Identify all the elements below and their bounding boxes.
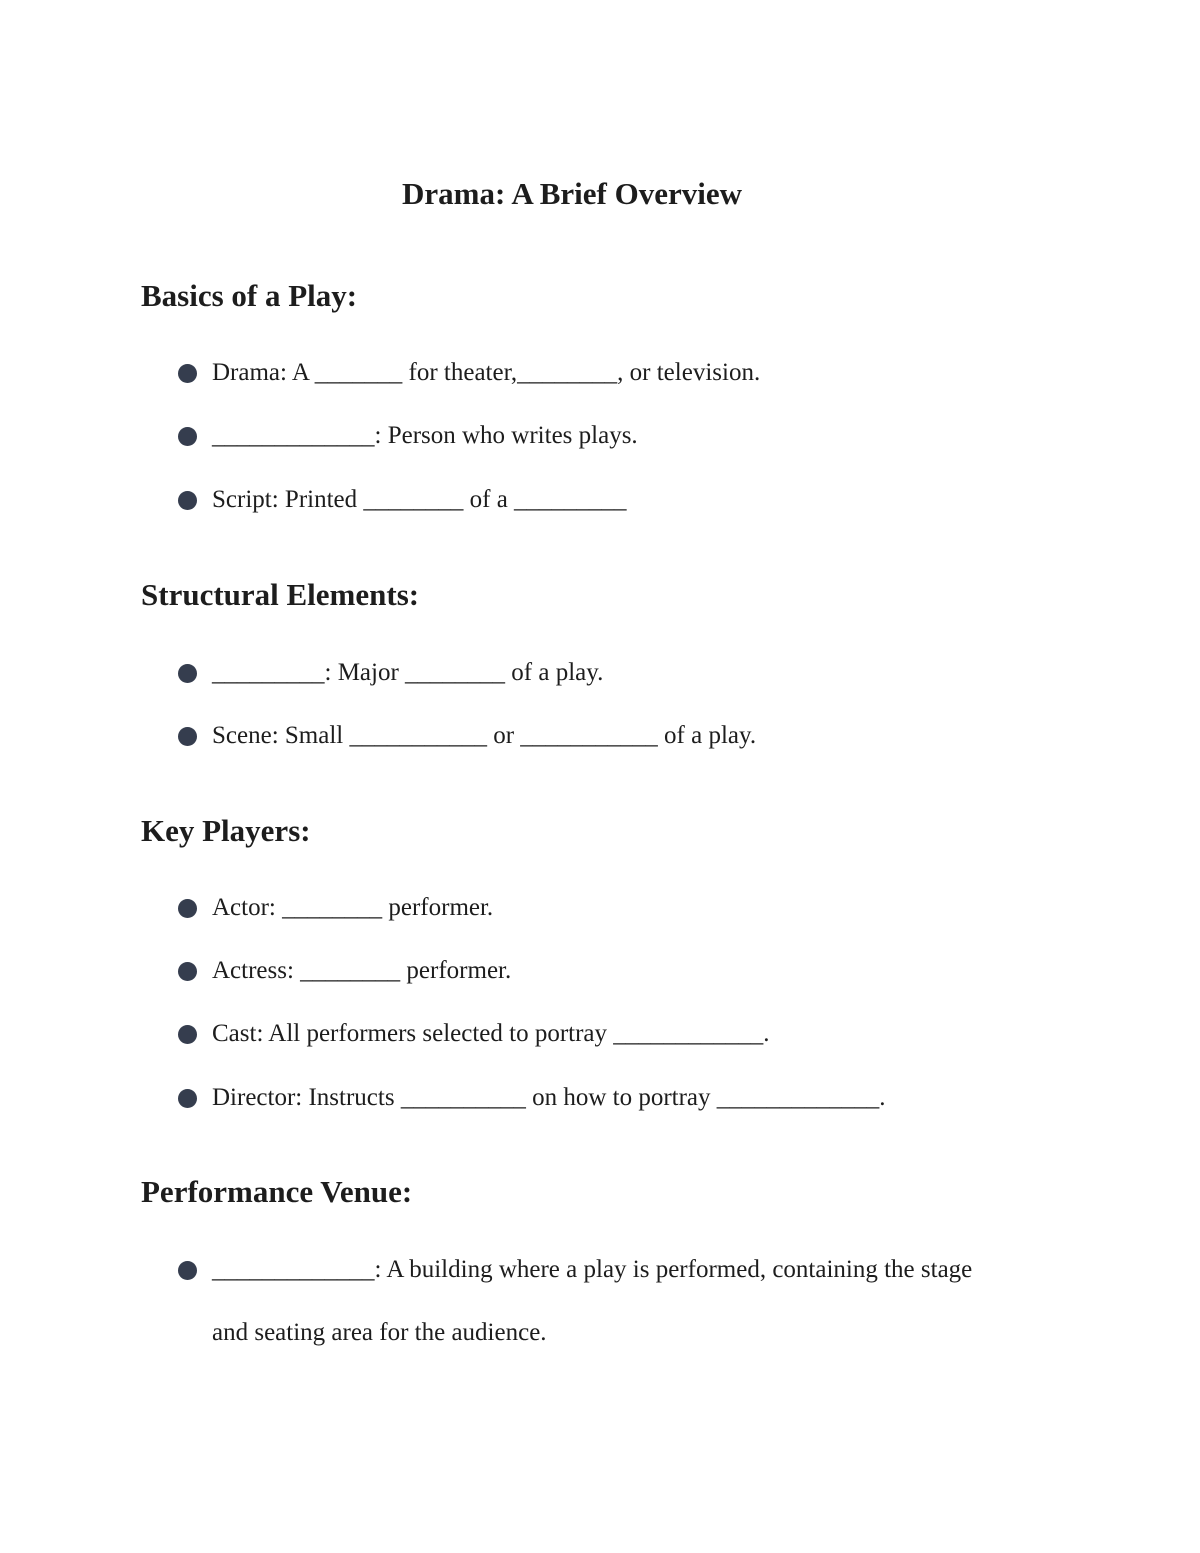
- list-item-text: Cast: All performers selected to portray ____________.: [212, 1020, 770, 1047]
- bullet-icon: [178, 1025, 197, 1044]
- section-heading-key-players: Key Players:: [141, 813, 311, 848]
- bullet-icon: [178, 364, 197, 383]
- bullet-icon: [178, 1261, 197, 1280]
- bullet-icon: [178, 427, 197, 446]
- list-item-text: Script: Printed ________ of a _________: [212, 486, 627, 513]
- list-item-text: _____________: Person who writes plays.: [212, 422, 638, 449]
- bullet-icon: [178, 727, 197, 746]
- page-title: Drama: A Brief Overview: [401, 176, 743, 211]
- bullet-icon: [178, 962, 197, 981]
- section-heading-basics: Basics of a Play:: [141, 278, 358, 313]
- list-item-text: Director: Instructs __________ on how to portray _____________.: [212, 1084, 886, 1111]
- bullet-icon: [178, 664, 197, 683]
- list-item-text: Scene: Small ___________ or ___________ of a play.: [212, 722, 757, 749]
- section-heading-structural: Structural Elements:: [141, 577, 420, 612]
- list-item-text: _____________: A building where a play is performed, containing the stage: [212, 1256, 973, 1283]
- bullet-icon: [178, 899, 197, 918]
- list-item-text: Drama: A _______ for theater,________, or television.: [212, 359, 761, 386]
- bullet-icon: [178, 1089, 197, 1108]
- list-item-text: Actress: ________ performer.: [212, 957, 512, 984]
- list-item-continuation: and seating area for the audience.: [212, 1319, 547, 1346]
- bullet-icon: [178, 491, 197, 510]
- list-item-text: _________: Major ________ of a play.: [212, 659, 604, 686]
- section-heading-venue: Performance Venue:: [141, 1174, 413, 1209]
- list-item-text: Actor: ________ performer.: [212, 894, 494, 921]
